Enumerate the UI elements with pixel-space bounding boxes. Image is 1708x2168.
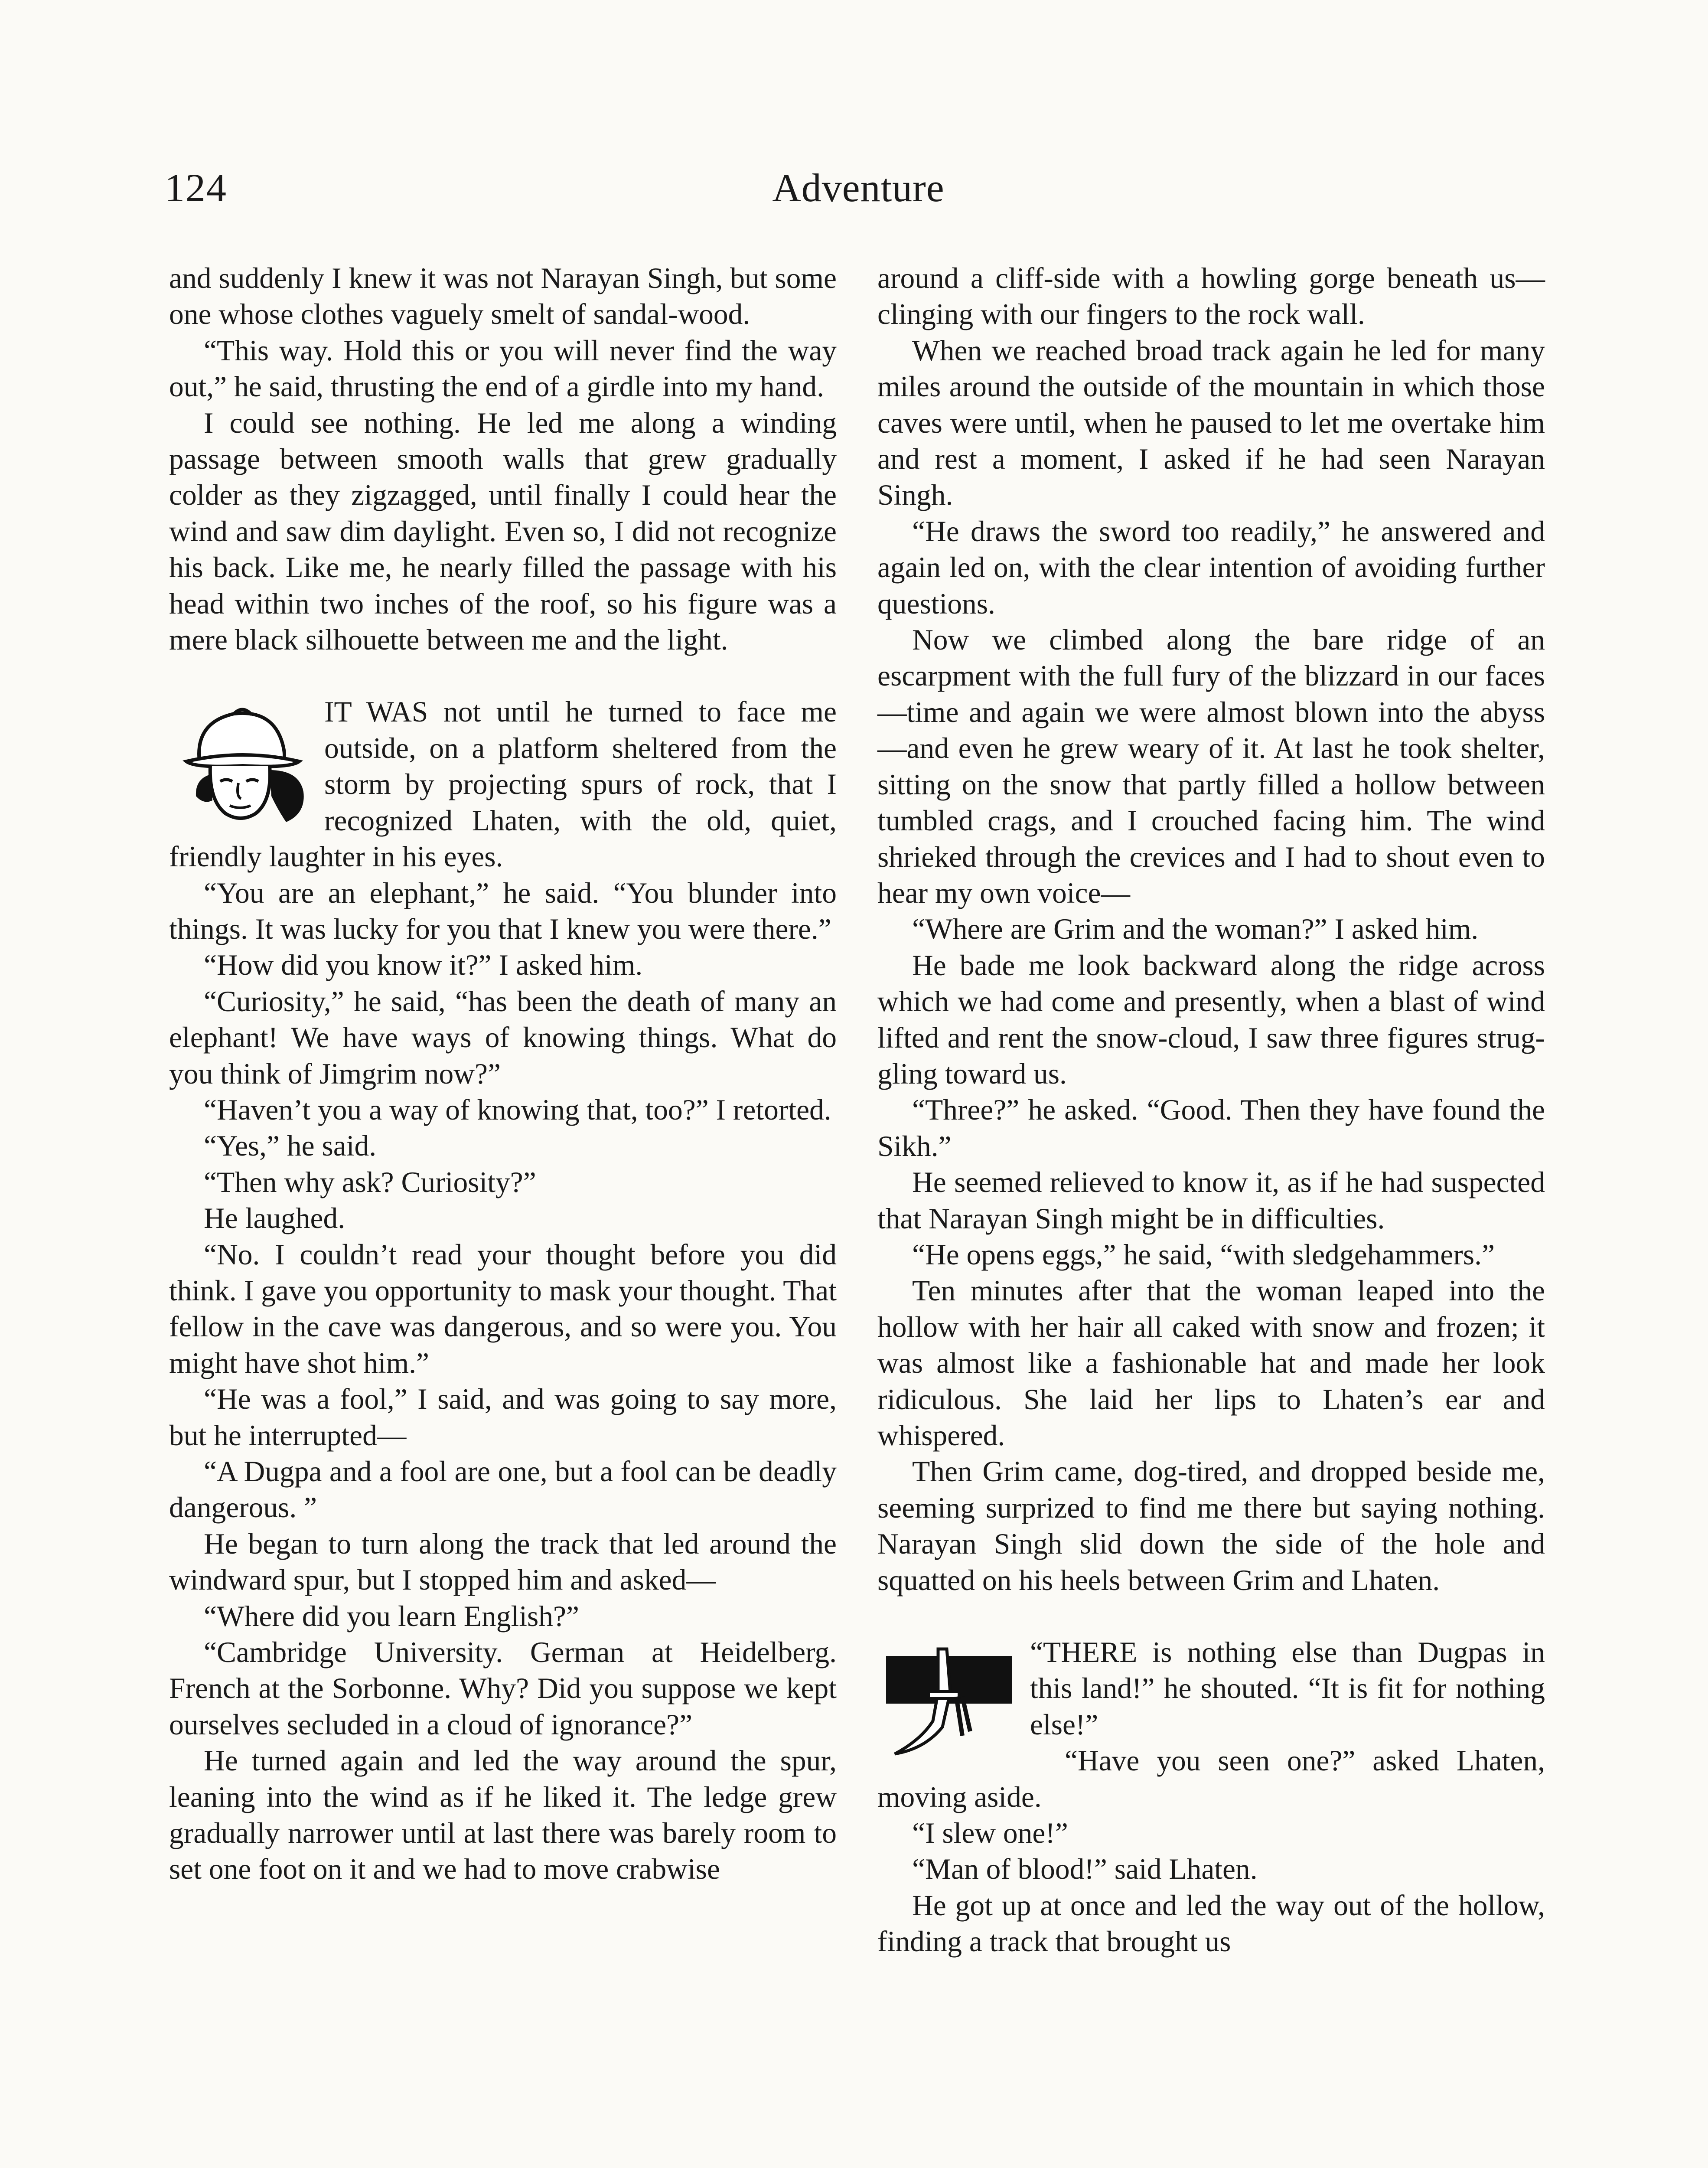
paragraph: and suddenly I knew it was not Narayan Singh, but some one whose clothes vaguely smelt of sandal-wood. <box>169 262 837 331</box>
paragraph: He seemed relieved to know it, as if he had suspected that Narayan Singh might be in difficulties. <box>877 1166 1545 1235</box>
paragraph: “Where are Grim and the woman?” I asked him. <box>912 913 1479 946</box>
paragraph: “Curiosity,” he said, “has been the death of many an elephant! We have ways of knowing things. What do you think of Jimgrim now?” <box>169 985 837 1090</box>
right-column <box>877 260 1545 1960</box>
paragraph: “Have you seen one?” asked Lhaten, moving aside. <box>877 1744 1545 1813</box>
paragraph: “Three?” he asked. “Good. Then they have found the Sikh.” <box>877 1094 1545 1162</box>
paragraph: “A Dugpa and a fool are one, but a fool can be deadly dangerous. ” <box>169 1455 837 1524</box>
section-opening <box>169 694 837 875</box>
running-head: Adventure <box>772 166 945 210</box>
paragraph: He laughed. <box>204 1202 346 1235</box>
page-header <box>165 165 1552 225</box>
paragraph: “Yes,” he said. <box>204 1130 377 1162</box>
paragraph: “Where did you learn English?” <box>204 1600 579 1633</box>
page-number: 124 <box>165 166 227 210</box>
paragraph: Now we climbed along the bare ridge of an escarpment with the full fury of the blizzard in our faces—time and again we were almost blown into the abyss—and even he grew weary of it. At last he took shelter, sitting on the snow that partly filled a hollow between tumbled crags, and I crouched facing him. The wind shrieked through the crevices and I had to shout even to hear my own voice— <box>877 624 1545 909</box>
man-in-helmet-icon <box>169 696 315 830</box>
paragraph: “Haven’t you a way of knowing that, too?” I retorted. <box>204 1093 831 1126</box>
paragraph: “I slew one!” <box>912 1817 1068 1850</box>
sword-icon <box>877 1640 1020 1757</box>
paragraph: He began to turn along the track that led around the windward spur, but I stopped him and asked— <box>169 1527 837 1597</box>
paragraph: “He draws the sword too readily,” he answered and again led on, with the clear intention of avoiding further questions. <box>877 515 1545 620</box>
paragraph: He got up at once and led the way out of the hollow, finding a track that brought us <box>877 1889 1545 1958</box>
paragraph: “Then why ask? Curiosity?” <box>204 1166 536 1198</box>
paragraph: Ten minutes after that the woman leaped into the hollow with her hair all caked with snow and frozen; it was almost like a fashionable hat and made her look ridiculous. She laid her lips to Lhaten’s ear and whispered. <box>877 1274 1545 1452</box>
paragraph: “No. I couldn’t read your thought before you did think. I gave you opportunity to mask your thought. That fellow in the cave was dangerous, and so were you. You might have shot him.” <box>169 1238 837 1379</box>
paragraph: When we reached broad track again he led for many miles around the outside of the mountain in which those caves were until, when he paused to let me overtake him and rest a moment, I asked if he had seen Narayan Singh. <box>877 334 1545 512</box>
section-break <box>877 1598 1545 1634</box>
paragraph: “He opens eggs,” he said, “with sledgehammers.” <box>912 1238 1495 1271</box>
paragraph: He turned again and led the way around the spur, leaning into the wind as if he liked it. The ledge grew gradually narrower until at last there was barely room to set one foot on it and we had to move crabwise <box>169 1744 837 1886</box>
paragraph: He bade me look backward along the ridge across which we had come and presently, when a blast of wind lifted and rent the snow-cloud, I saw three figures struggling toward us. <box>877 949 1545 1090</box>
paragraph: “How did you know it?” I asked him. <box>204 949 643 982</box>
section-opening <box>877 1634 1545 1743</box>
paragraph: around a cliff-side with a howling gorge beneath us—clinging with our fingers to the rock wall. <box>877 262 1545 331</box>
paragraph: I could see nothing. He led me along a winding passage between smooth walls that grew gradually colder as they zigzagged, until finally I could hear the wind and saw dim daylight. Even so, I did not recognize his back. Like me, he nearly filled the passage with his head within two inches of the roof, so his figure was a mere black silhouette between me and the light. <box>169 406 837 656</box>
paragraph: “THERE is nothing else than Dugpas in this land!” he shouted. “It is fit for nothing else!” <box>1030 1636 1545 1741</box>
paragraph: “Man of blood!” said Lhaten. <box>912 1853 1258 1886</box>
paragraph: “You are an elephant,” he said. “You blunder into things. It was lucky for you that I knew you were there.” <box>169 876 837 945</box>
left-column <box>169 260 837 1887</box>
paragraph: “He was a fool,” I said, and was going to say more, but he interrupted— <box>169 1383 837 1452</box>
paragraph: “Cambridge University. German at Heidelberg. French at the Sorbonne. Why? Did you suppose we kept ourselves secluded in a cloud of ignorance?” <box>169 1636 837 1741</box>
paragraph: Then Grim came, dog-tired, and dropped beside me, seeming surprized to find me there but saying nothing. Narayan Singh slid down the side of the hole and squatted on his heels between Grim and Lhaten. <box>877 1455 1545 1597</box>
paragraph: “This way. Hold this or you will never find the way out,” he said, thrusting the end of a girdle into my hand. <box>169 334 837 403</box>
section-break <box>169 658 837 694</box>
paragraph: IT WAS not until he turned to face me outside, on a platform sheltered from the storm by projecting spurs of rock, that I recognized Lhaten, with the old, quiet, friendly laughter in his eyes. <box>169 695 837 873</box>
